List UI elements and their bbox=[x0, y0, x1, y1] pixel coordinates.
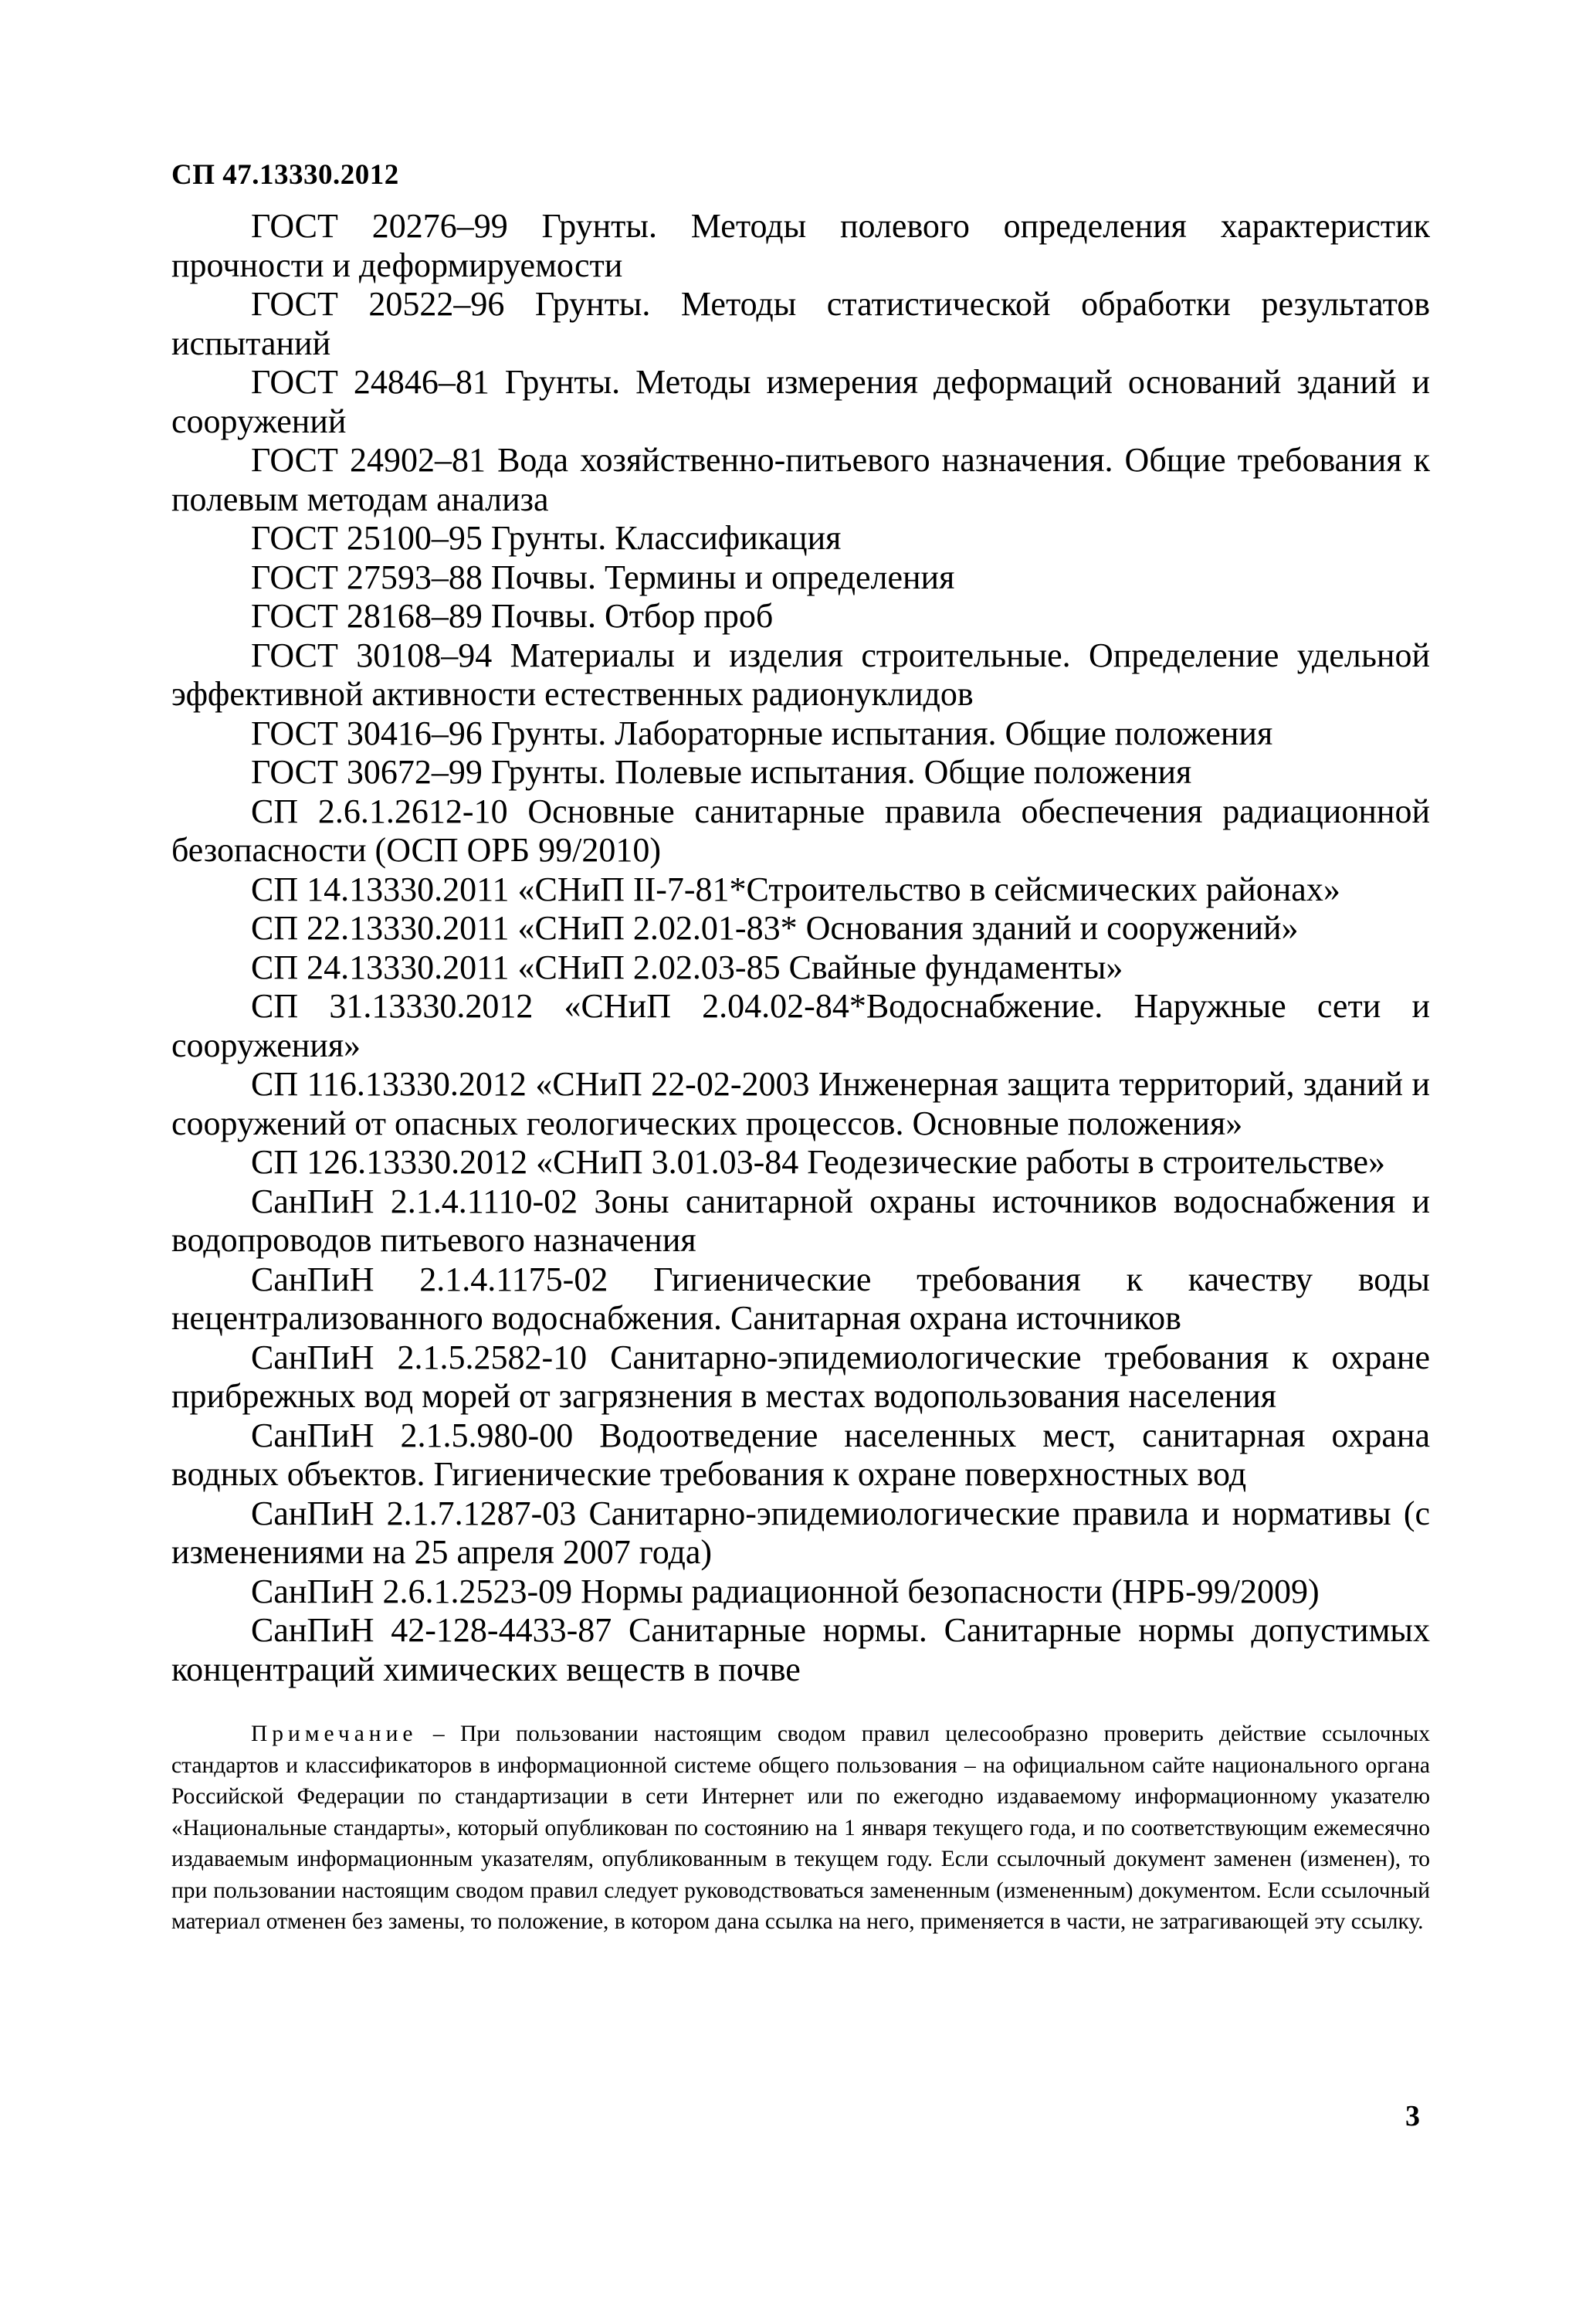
reference-item: СанПиН 42-128-4433-87 Санитарные нормы. Санитарные нормы допустимых концентраций химических веществ в почве bbox=[171, 1611, 1430, 1688]
page-number: 3 bbox=[1405, 2100, 1420, 2132]
reference-item: ГОСТ 30672–99 Грунты. Полевые испытания. Общие положения bbox=[251, 753, 1192, 791]
reference-item: СП 31.13330.2012 «СНиП 2.04.02-84*Водоснабжение. Наружные сети и сооружения» bbox=[171, 987, 1430, 1064]
reference-item: СП 14.13330.2011 «СНиП II-7-81*Строительство в сейсмических районах» bbox=[251, 870, 1340, 908]
reference-item: ГОСТ 28168–89 Почвы. Отбор проб bbox=[251, 597, 774, 635]
reference-item: СП 2.6.1.2612-10 Основные санитарные правила обеспечения радиационной безопасности (ОСП ОРБ 99/2010) bbox=[171, 792, 1430, 869]
normative-references-list bbox=[171, 207, 1430, 1689]
reference-item: ГОСТ 24902–81 Вода хозяйственно-питьевого назначения. Общие требования к полевым методам анализа bbox=[171, 441, 1430, 518]
reference-item: СанПиН 2.6.1.2523-09 Нормы радиационной безопасности (НРБ-99/2009) bbox=[251, 1572, 1320, 1610]
reference-item: ГОСТ 20522–96 Грунты. Методы статистической обработки результатов испытаний bbox=[171, 285, 1430, 362]
reference-item: ГОСТ 27593–88 Почвы. Термины и определения bbox=[251, 558, 955, 596]
reference-item: СанПиН 2.1.4.1175-02 Гигиенические требования к качеству воды нецентрализованного водоснабжения. Санитарная охрана источников bbox=[171, 1260, 1430, 1337]
reference-item: СП 116.13330.2012 «СНиП 22-02-2003 Инженерная защита территорий, зданий и сооружений от опасных геологических процессов. Основные положения» bbox=[171, 1065, 1430, 1142]
reference-item: СанПиН 2.1.5.980-00 Водоотведение населенных мест, санитарная охрана водных объектов. Гигиенические требования к охране поверхностных вод bbox=[171, 1416, 1430, 1493]
note-text: – При пользовании настоящим сводом правил целесообразно проверить действие ссылочных стандартов и классификаторов в информационной системе общего пользования – на официальном сайте национального органа Российской Федерации по стандартизации в сети Интернет или по ежегодно издаваемому информационному указателю «Национальные стандарты», который опубликован по состоянию на 1 января текущего года, и по соответствующим ежемесячно издаваемым информационным указателям, опубликованным в текущем году. Если ссылочный документ заменен (изменен), то при пользовании настоящим сводом правил следует руководствоваться замененным (измененным) документом. Если ссылочный материал отменен без замены, то положение, в котором дана ссылка на него, применяется в части, не затрагивающей эту ссылку. bbox=[171, 1722, 1430, 1934]
note-paragraph bbox=[171, 1718, 1430, 1938]
document-code-header: СП 47.13330.2012 bbox=[171, 159, 399, 191]
reference-item: СП 24.13330.2011 «СНиП 2.02.03-85 Свайные фундаменты» bbox=[251, 948, 1123, 986]
reference-item: СП 22.13330.2011 «СНиП 2.02.01-83* Основания зданий и сооружений» bbox=[251, 909, 1299, 947]
reference-item: СП 126.13330.2012 «СНиП 3.01.03-84 Геодезические работы в строительстве» bbox=[251, 1143, 1386, 1181]
reference-item: ГОСТ 20276–99 Грунты. Методы полевого определения характеристик прочности и деформируемости bbox=[171, 207, 1430, 284]
reference-item: СанПиН 2.1.5.2582-10 Санитарно-эпидемиологические требования к охране прибрежных вод морей от загрязнения в местах водопользования населения bbox=[171, 1338, 1430, 1415]
reference-item: ГОСТ 24846–81 Грунты. Методы измерения деформаций оснований зданий и сооружений bbox=[171, 363, 1430, 440]
reference-item: СанПиН 2.1.4.1110-02 Зоны санитарной охраны источников водоснабжения и водопроводов питьевого назначения bbox=[171, 1182, 1430, 1259]
reference-item: ГОСТ 25100–95 Грунты. Классификация bbox=[251, 519, 842, 557]
note-label: Примечание bbox=[251, 1722, 418, 1746]
reference-item: ГОСТ 30108–94 Материалы и изделия строительные. Определение удельной эффективной активности естественных радионуклидов bbox=[171, 636, 1430, 713]
reference-item: ГОСТ 30416–96 Грунты. Лабораторные испытания. Общие положения bbox=[251, 714, 1273, 752]
reference-item: СанПиН 2.1.7.1287-03 Санитарно-эпидемиологические правила и нормативы (с изменениями на 25 апреля 2007 года) bbox=[171, 1494, 1430, 1571]
